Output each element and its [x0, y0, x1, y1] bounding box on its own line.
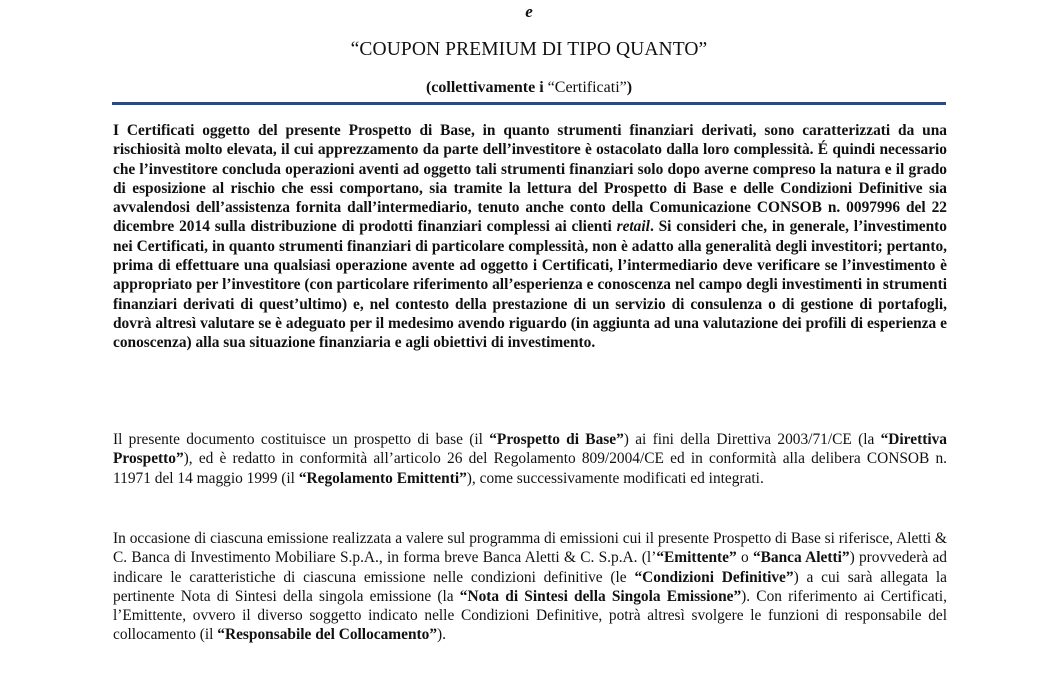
p2-text-3: ), ed è redatto in conformità all’articolo 26 del Regolamento 809/2004/CE ed in conformità alla delibera CONSOB n. 11971 del 14 maggio 1999 (il	[113, 450, 947, 487]
p3-text-2: o	[736, 549, 753, 567]
document-subtitle	[0, 78, 1058, 98]
issuer-paragraph	[113, 529, 947, 645]
subtitle-open: (collettivamente i	[425, 79, 548, 96]
conjunction-line: e	[525, 2, 533, 21]
p3-text-5: ). Con riferimento ai Certificati, l’Emittente, ovvero il diverso soggetto indicato nelle Condizioni Definitive, potrà altresì svolgere le funzioni di responsabile del collocamento (il	[113, 587, 948, 644]
p3-term-banca-aletti: “Banca Aletti”	[752, 549, 850, 567]
p3-term-condizioni: “Condizioni Definitive”	[634, 568, 794, 586]
p3-term-responsabile: “Responsabile del Collocamento”	[217, 626, 438, 644]
risk-warning-paragraph	[113, 121, 947, 353]
p3-text-6: ).	[437, 626, 447, 644]
document-title: “COUPON PREMIUM DI TIPO QUANTO”	[350, 39, 708, 60]
p3-text-4: ) a cui sarà allegata la pertinente Nota di Sintesi della singola emissione (la	[113, 568, 947, 605]
p2-text-1: Il presente documento costituisce un prospetto di base (il	[113, 431, 490, 448]
risk-warning-text-b: . Si consideri che, in generale, l’investimento nei Certificati, in quanto strumenti finanziari di particolare complessità, non è adatto alla generalità degli investitori; pertanto, prima di effettuare una qualsiasi operazione avente ad oggetto i Certificati, l’intermediario deve verificare se l’investimento è appropriato per l’investitore (con particolare riferimento all’esperienza e conoscenza nel campo degli investimenti in strumenti finanziari derivati di quest’ultimo) e, nel contesto della prestazione di un servizio di consulenza o di gestione di portafogli, dovrà altresì valutare se è adeguato per il medesimo avendo riguardo (in aggiunta ad una valutazione dei profili di esperienza e conoscenza) alla sua situazione finanziaria e agli obiettivi di investimento.	[113, 218, 947, 352]
p3-text-3: ) provvederà ad indicare le caratteristiche di ciascuna emissione nelle condizioni definitive (le	[113, 549, 948, 586]
p2-term-regolamento: “Regolamento Emittenti”	[298, 469, 467, 487]
subtitle-quoted: “Certificati”	[547, 79, 627, 96]
p2-term-prospetto: “Prospetto di Base”	[489, 431, 624, 448]
p2-term-direttiva: “Direttiva Prospetto”	[113, 431, 947, 468]
p3-term-nota-sintesi: “Nota di Sintesi della Singola Emissione”	[459, 587, 742, 605]
subtitle-close: )	[626, 79, 633, 96]
p2-text-4: ), come successivamente modificati ed integrati.	[466, 469, 764, 487]
p3-text-1: In occasione di ciascuna emissione realizzata a valere sul programma di emissioni cui il presente Prospetto di Base si riferisce, Aletti & C. Banca di Investimento Mobiliare S.p.A., in forma breve Banca Aletti & C. S.p.A. (l’	[113, 530, 947, 567]
risk-warning-italic: retail	[616, 218, 650, 236]
p3-term-emittente: “Emittente”	[656, 549, 737, 567]
prospectus-definition-paragraph	[113, 430, 947, 488]
p2-text-2: ) ai fini della Direttiva 2003/71/CE (la	[623, 431, 881, 448]
title-divider	[112, 102, 946, 105]
risk-warning-text-a: I Certificati oggetto del presente Prospetto di Base, in quanto strumenti finanziari derivati, sono caratterizzati da una rischiosità molto elevata, il cui apprezzamento da parte dell’investitore è ostacolato dalla loro complessità. É quindi necessario che l’investitore concluda operazioni aventi ad oggetto tali strumenti finanziari solo dopo averne compreso la natura e il grado di esposizione al rischio che essi comportano, sia tramite la lettura del Prospetto di Base e delle Condizioni Definitive sia avvalendosi dell’assistenza fornita dall’intermediario, tenuto anche conto della Comunicazione CONSOB n. 0097996 del 22 dicembre 2014 sulla distribuzione di prodotti finanziari complessi ai clienti	[113, 122, 947, 236]
